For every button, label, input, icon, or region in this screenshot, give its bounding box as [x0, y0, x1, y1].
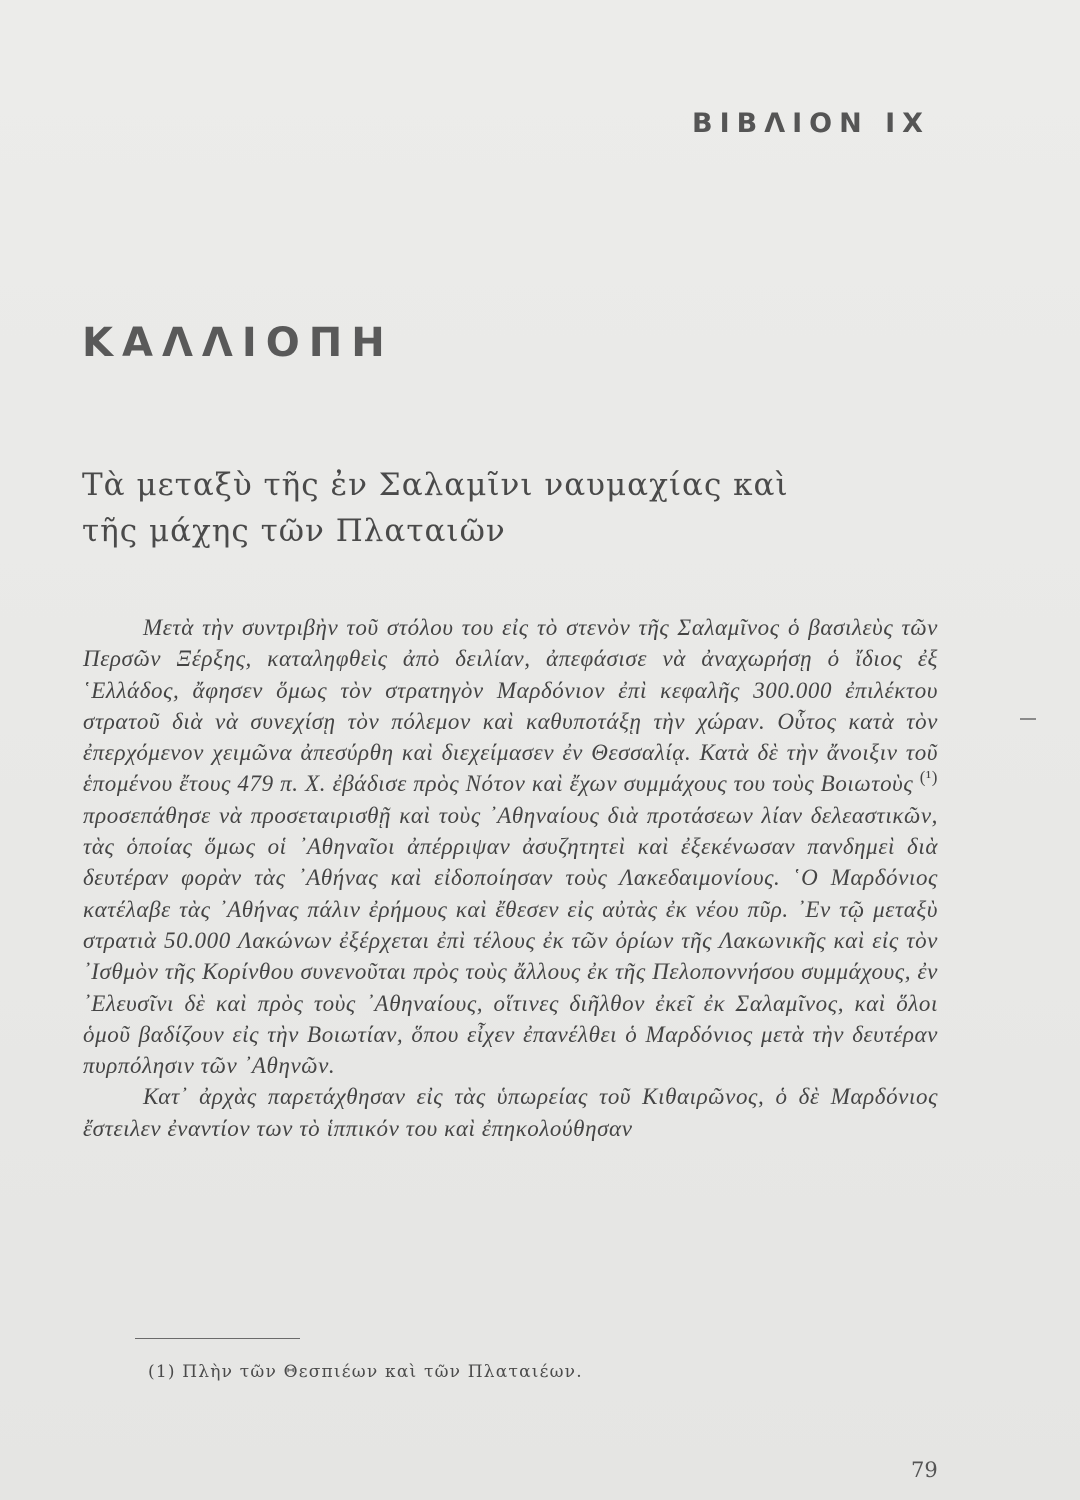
margin-mark — [1020, 718, 1036, 720]
page-number: 79 — [911, 1458, 938, 1482]
paragraph-1-part-a: Μετὰ τὴν συντριβὴν τοῦ στόλου του εἰς τὸ στενὸν τῆς Σαλαμῖνος ὁ βασιλεὺς τῶν Περσῶν Ξέρξης, καταληφθεὶς ἀπὸ δειλίαν, ἀπεφάσισε νὰ ἀναχωρήσῃ ὁ ἴδιος ἐξ ῾Ελλάδος, ἄφησεν ὅμως τὸν στρατηγὸν Μαρδόνιον ἐπὶ κεφαλῆς 300.000 ἐπιλέκτου στρατοῦ διὰ νὰ συνεχίσῃ τὸν πόλεμον καὶ καθυποτάξῃ τὴν χώραν. Οὗτος κατὰ τὸν ἐπερχόμενον χειμῶνα ἀπεσύρθη καὶ διεχείμασεν ἐν Θεσσαλίᾳ. Κατὰ δὲ τὴν ἄνοιξιν τοῦ ἑπομένου ἔτους 479 π. Χ. ἐβάδισε πρὸς Νότον καὶ ἔχων συμμάχους του τοὺς Βοιωτοὺς — [83, 615, 938, 797]
muse-title: ΚΑΛΛΙΟΠΗ — [82, 320, 394, 366]
paragraph-1-part-b: προσεπάθησε νὰ προσεταιρισθῇ καὶ τοὺς ᾿Αθηναίους διὰ προτάσεων λίαν δελεαστικῶν, τὰς ὁποίας ὅμως οἱ ᾿Αθηναῖοι ἀπέρριψαν ἀσυζητητεὶ καὶ ἐξεκένωσαν πανδημεὶ διὰ δευτέραν φορὰν τὰς ᾿Αθήνας καὶ εἰδοποίησαν τοὺς Λακεδαιμονίους. ῾Ο Μαρδόνιος κατέλαβε τὰς ᾿Αθήνας πάλιν ἐρήμους καὶ ἔθεσεν εἰς αὐτὰς ἐκ νέου πῦρ. ᾿Εν τῷ μεταξὺ στρατιὰ 50.000 Λακώνων ἐξέρχεται ἐπὶ τέλους ἐκ τῶν ὁρίων τῆς Λακωνικῆς καὶ εἰς τὸν ᾿Ισθμὸν τῆς Κορίνθου συνενοῦται πρὸς τοὺς ἄλλους ἐκ τῆς Πελοποννήσου συμμάχους, ἐν ᾿Ελευσῖνι δὲ καὶ πρὸς τοὺς ᾿Αθηναίους, οἵτινες διῆλθον ἐκεῖ ἐκ Σαλαμῖνος, καὶ ὅλοι ὁμοῦ βαδίζουν εἰς τὴν Βοιωτίαν, ὅπου εἶχεν ἐπανέλθει ὁ Μαρδόνιος μετὰ τὴν δευτέραν πυρπόλησιν τῶν ᾿Αθηνῶν. — [83, 802, 938, 1079]
chapter-title-line-2: τῆς μάχης τῶν Πλαταιῶν — [82, 513, 506, 549]
paragraph-2: Κατ᾿ ἀρχὰς παρετάχθησαν εἰς τὰς ὑπωρείας τοῦ Κιθαιρῶνος, ὁ δὲ Μαρδόνιος ἔστειλεν ἐναντίον των τὸ ἱππικόν του καὶ ἐπηκολούθησαν — [83, 1084, 938, 1141]
chapter-title — [82, 462, 942, 554]
footnote-divider — [135, 1338, 300, 1339]
chapter-title-line-1: Τὰ μεταξὺ τῆς ἐν Σαλαμῖνι ναυμαχίας καὶ — [82, 467, 789, 503]
footnote: (1) Πλὴν τῶν Θεσπιέων καὶ τῶν Πλαταιέων. — [148, 1362, 583, 1382]
book-label: ΒΙΒΛΙΟΝ ΙΧ — [692, 108, 930, 139]
paragraph-1 — [83, 612, 938, 1081]
footnote-reference: (¹) — [919, 767, 938, 787]
body-text — [83, 612, 938, 1144]
